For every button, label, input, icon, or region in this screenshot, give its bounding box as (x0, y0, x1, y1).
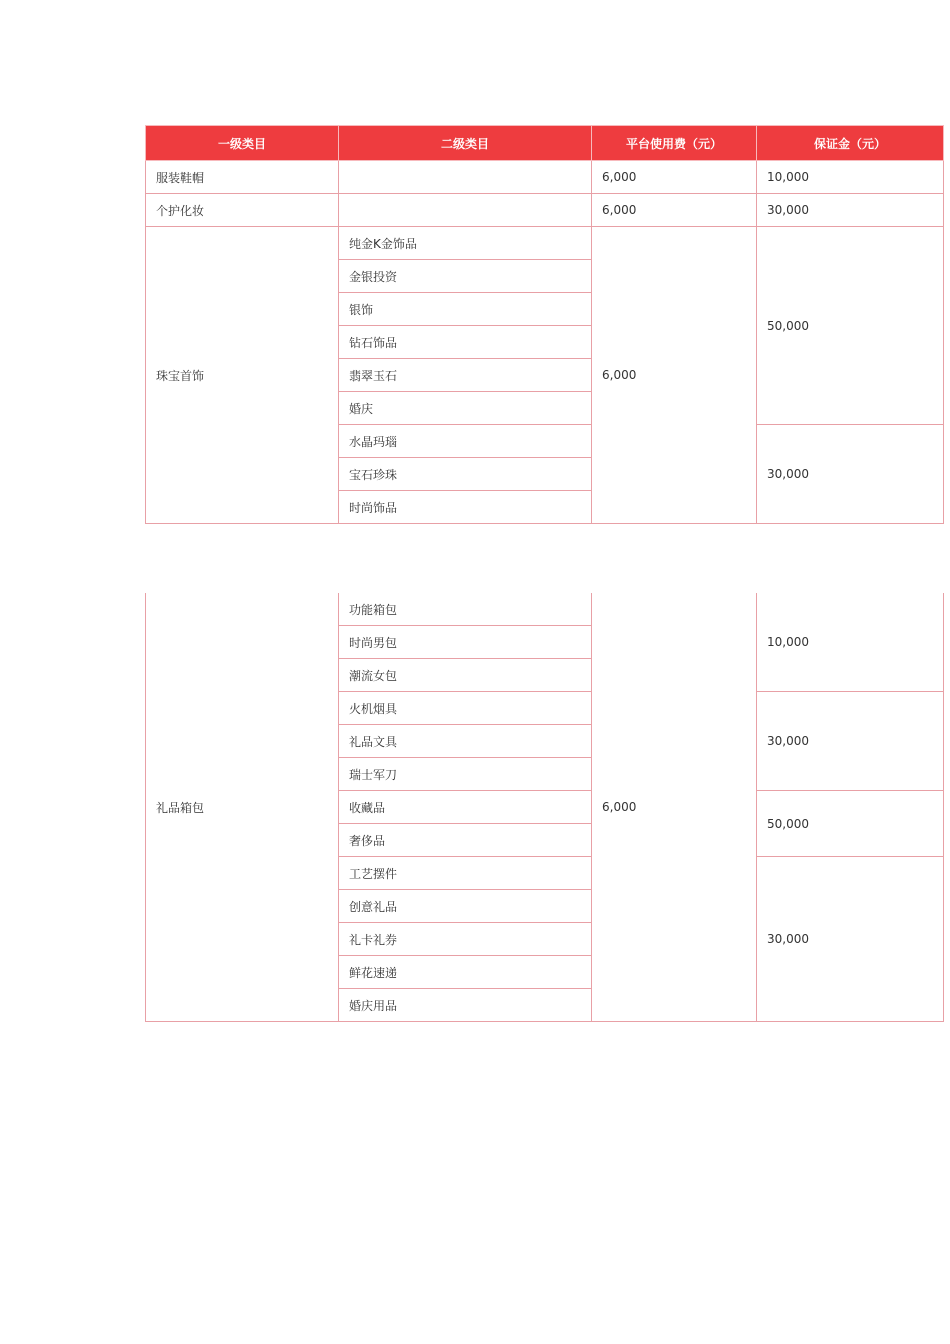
secondary-category-cell: 翡翠玉石 (339, 359, 592, 392)
secondary-category-cell: 潮流女包 (339, 659, 592, 692)
table-row (146, 593, 944, 626)
secondary-category-cell: 创意礼品 (339, 890, 592, 923)
secondary-category-cell: 钻石饰品 (339, 326, 592, 359)
platform-fee-cell: 6,000 (592, 194, 757, 227)
secondary-category-cell: 纯金K金饰品 (339, 227, 592, 260)
deposit-cell: 30,000 (757, 692, 944, 791)
deposit-cell: 30,000 (757, 857, 944, 1022)
table-header-row (146, 126, 944, 161)
secondary-category-cell: 宝石珍珠 (339, 458, 592, 491)
secondary-category-cell: 鲜花速递 (339, 956, 592, 989)
header-platform-fee: 平台使用费（元） (592, 126, 757, 161)
header-primary-category: 一级类目 (146, 126, 339, 161)
header-deposit: 保证金（元） (757, 126, 944, 161)
deposit-cell: 10,000 (757, 161, 944, 194)
table-row (146, 227, 944, 260)
secondary-category-cell: 时尚男包 (339, 626, 592, 659)
platform-fee-cell: 6,000 (592, 161, 757, 194)
platform-fee-cell: 6,000 (592, 227, 757, 524)
secondary-category-cell: 金银投资 (339, 260, 592, 293)
deposit-cell: 50,000 (757, 227, 944, 425)
secondary-category-cell: 礼卡礼券 (339, 923, 592, 956)
fee-table-bottom (145, 593, 944, 1022)
secondary-category-cell: 工艺摆件 (339, 857, 592, 890)
secondary-category-cell (339, 161, 592, 194)
deposit-cell: 50,000 (757, 791, 944, 857)
secondary-category-cell: 时尚饰品 (339, 491, 592, 524)
deposit-cell: 30,000 (757, 194, 944, 227)
deposit-cell: 30,000 (757, 425, 944, 524)
primary-category-cell: 服装鞋帽 (146, 161, 339, 194)
secondary-category-cell: 功能箱包 (339, 593, 592, 626)
primary-category-cell: 个护化妆 (146, 194, 339, 227)
primary-category-cell: 礼品箱包 (146, 593, 339, 1022)
secondary-category-cell: 收藏品 (339, 791, 592, 824)
table-row (146, 161, 944, 194)
platform-fee-cell: 6,000 (592, 593, 757, 1022)
primary-category-cell: 珠宝首饰 (146, 227, 339, 524)
secondary-category-cell (339, 194, 592, 227)
secondary-category-cell: 婚庆 (339, 392, 592, 425)
secondary-category-cell: 水晶玛瑙 (339, 425, 592, 458)
secondary-category-cell: 礼品文具 (339, 725, 592, 758)
deposit-cell: 10,000 (757, 593, 944, 692)
secondary-category-cell: 瑞士军刀 (339, 758, 592, 791)
secondary-category-cell: 奢侈品 (339, 824, 592, 857)
header-secondary-category: 二级类目 (339, 126, 592, 161)
secondary-category-cell: 婚庆用品 (339, 989, 592, 1022)
fee-table-top (145, 125, 944, 524)
secondary-category-cell: 银饰 (339, 293, 592, 326)
secondary-category-cell: 火机烟具 (339, 692, 592, 725)
table-row (146, 194, 944, 227)
